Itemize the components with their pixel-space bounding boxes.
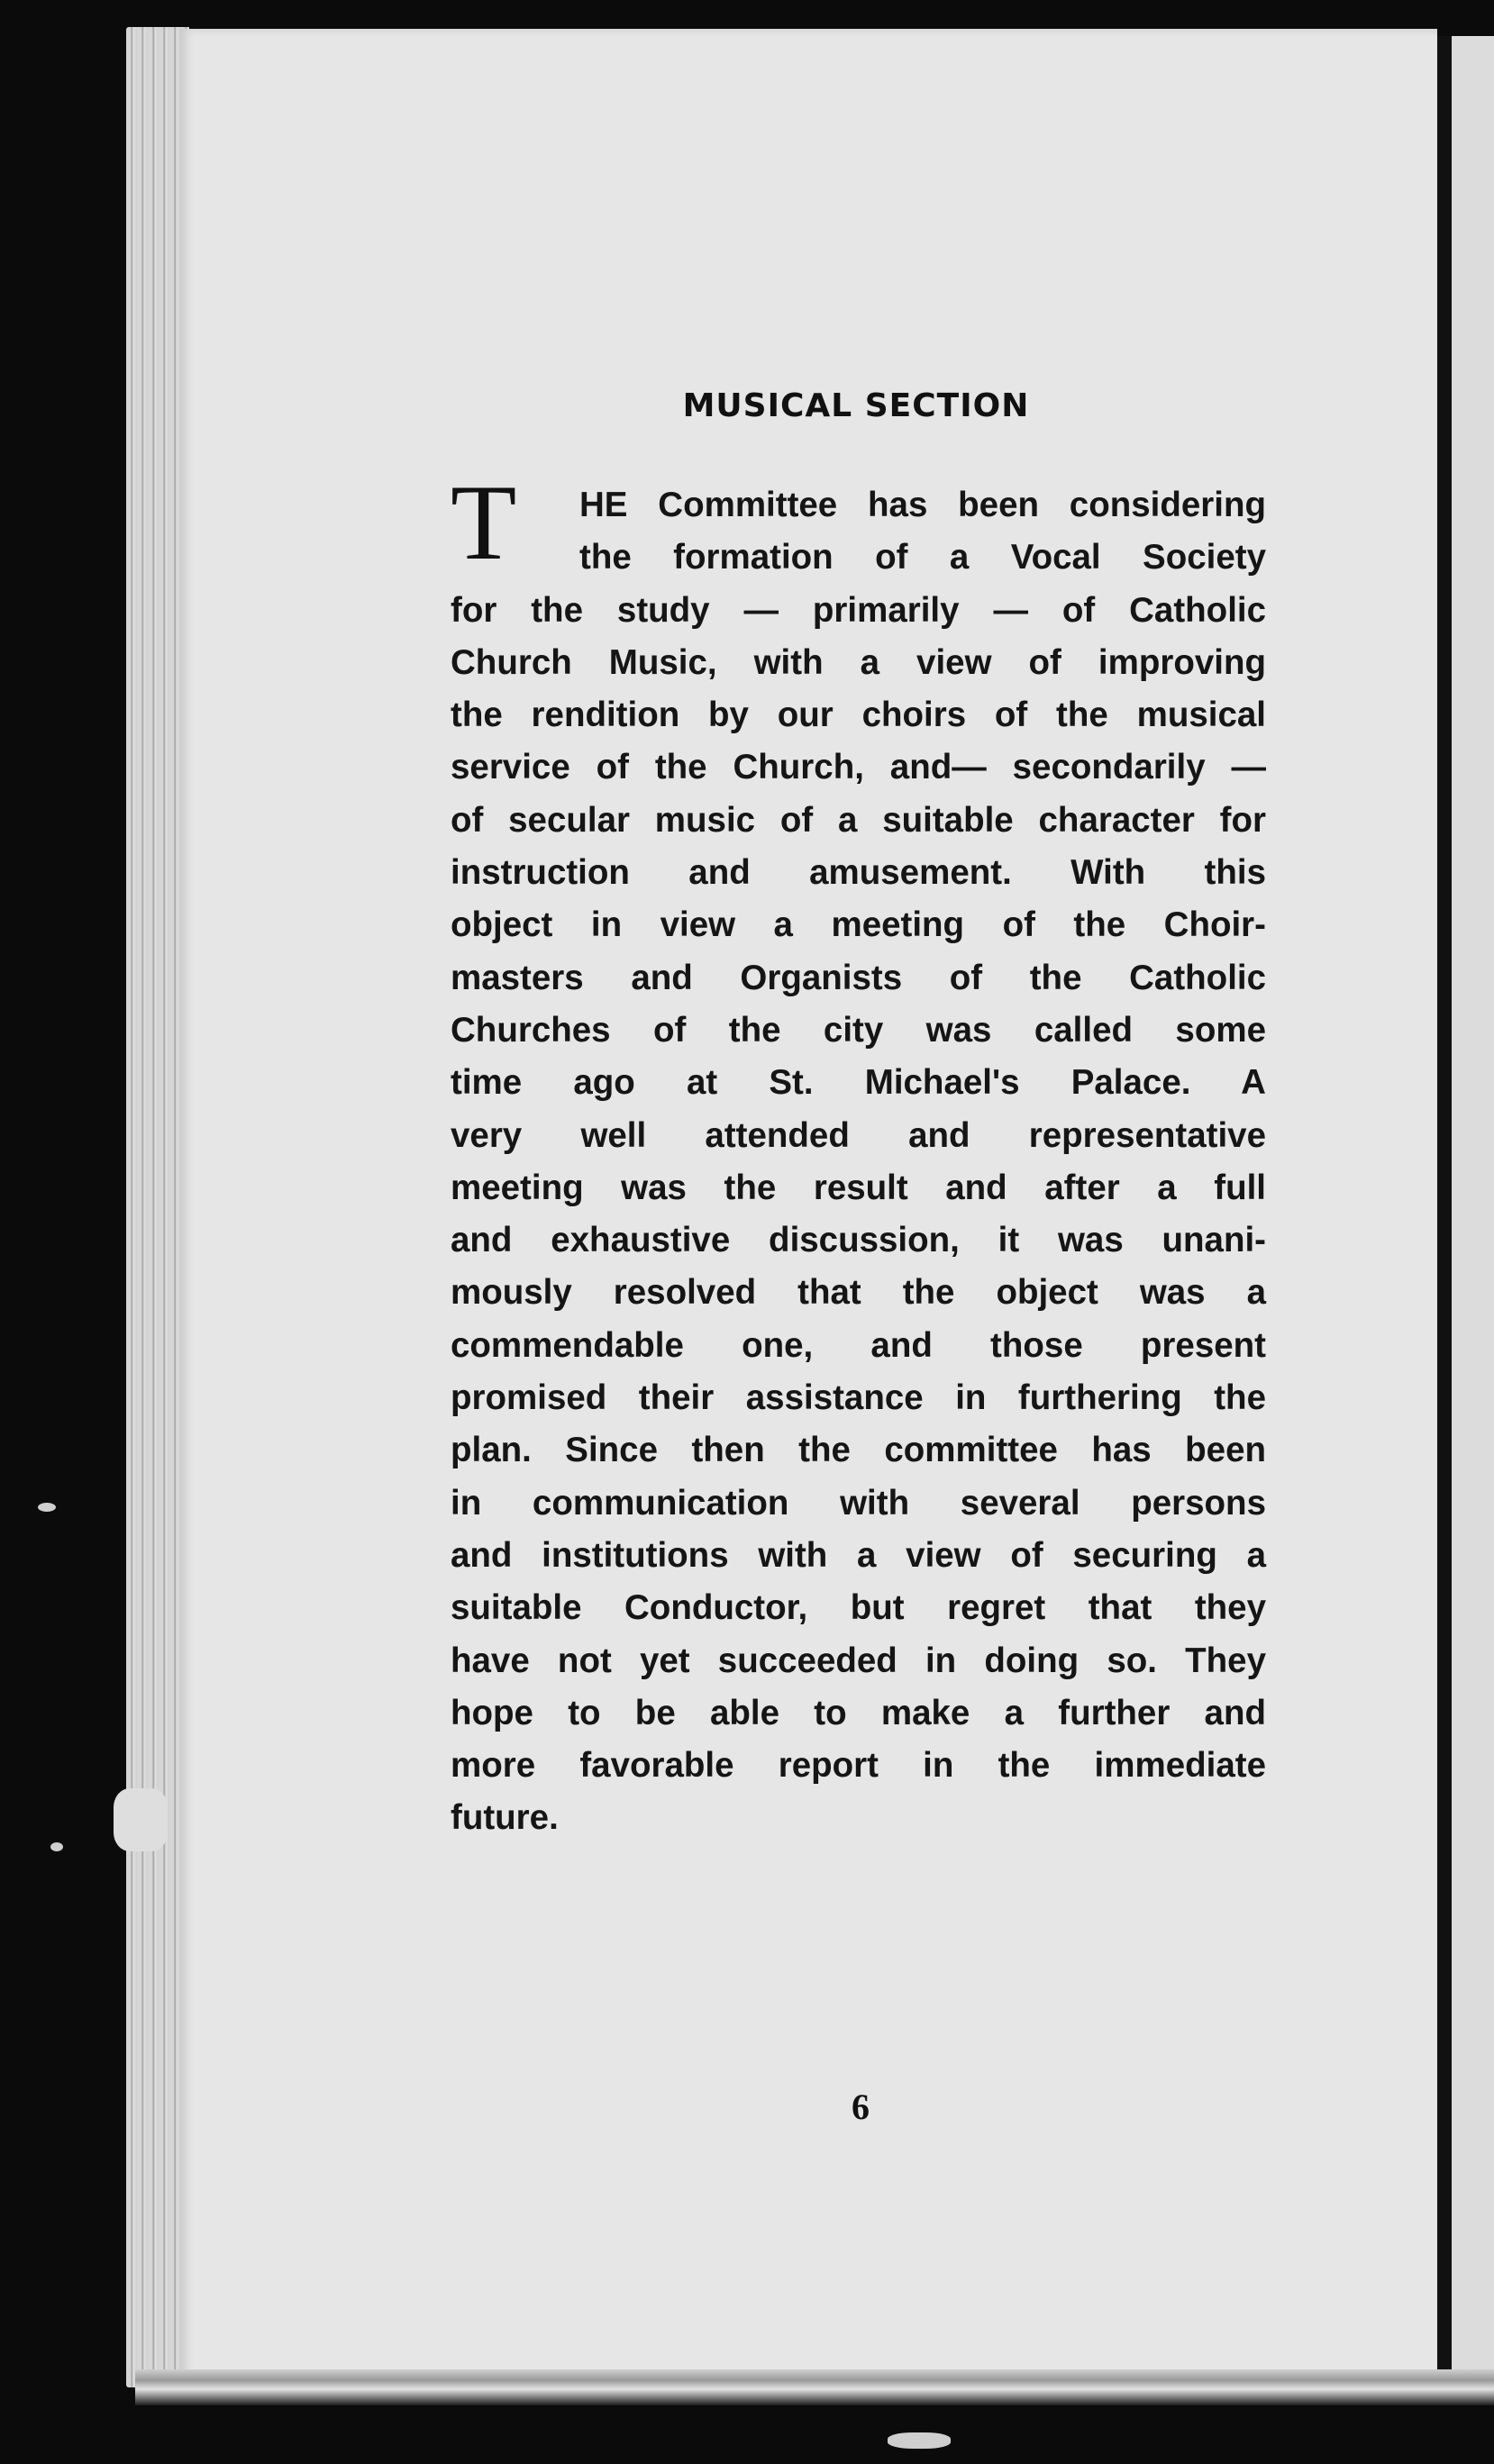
text-line: Churches of the city was called some: [451, 1010, 1266, 1050]
text-line: and institutions with a view of securing a: [451, 1535, 1266, 1575]
text-line: hope to be able to make a further and: [451, 1693, 1266, 1732]
text-line: suitable Conductor, but regret that they: [451, 1588, 1266, 1628]
page-bottom-edge: [135, 2369, 1494, 2405]
text-line: the formation of a Vocal Society: [579, 538, 1266, 577]
text-line: meeting was the result and after a full: [451, 1168, 1266, 1207]
text-line: Church Music, with a view of improving: [451, 642, 1266, 682]
text-line: in communication with several persons: [451, 1483, 1266, 1523]
text-line: service of the Church, and— secondarily —: [451, 748, 1266, 787]
scan-speck: [888, 2432, 951, 2449]
text-line: and exhaustive discussion, it was unani-: [451, 1221, 1266, 1260]
text-line: masters and Organists of the Catholic: [451, 958, 1266, 997]
text-line: of secular music of a suitable character for: [451, 800, 1266, 840]
drop-cap: T: [451, 462, 517, 582]
scan-speck: [50, 1842, 63, 1851]
text-line: instruction and amusement. With this: [451, 853, 1266, 893]
text-line: mously resolved that the object was a: [451, 1273, 1266, 1313]
text-line: commendable one, and those present: [451, 1325, 1266, 1365]
adjacent-page-edge: [1452, 36, 1494, 2378]
body-paragraph: [451, 479, 1266, 1845]
scan-speck: [38, 1503, 56, 1512]
text-line: more favorable report in the immediate: [451, 1746, 1266, 1786]
scan-speck: [114, 1788, 168, 1851]
text-line: for the study — primarily — of Catholic: [451, 590, 1266, 630]
section-heading: MUSICAL SECTION: [682, 387, 1030, 424]
text-line: future.: [451, 1798, 559, 1838]
text-line: time ago at St. Michael's Palace. A: [451, 1063, 1266, 1103]
text-line: HE Committee has been considering: [579, 486, 1266, 524]
text-line: promised their assistance in furthering the: [451, 1378, 1266, 1418]
page-number: 6: [852, 2087, 870, 2127]
text-line: plan. Since then the committee has been: [451, 1431, 1266, 1470]
text-line: have not yet succeeded in doing so. They: [451, 1641, 1266, 1680]
text-line: object in view a meeting of the Choir-: [451, 905, 1266, 945]
text-line: very well attended and representative: [451, 1115, 1266, 1155]
book-gutter: [1437, 36, 1452, 2378]
text-line: the rendition by our choirs of the musical: [451, 696, 1266, 735]
